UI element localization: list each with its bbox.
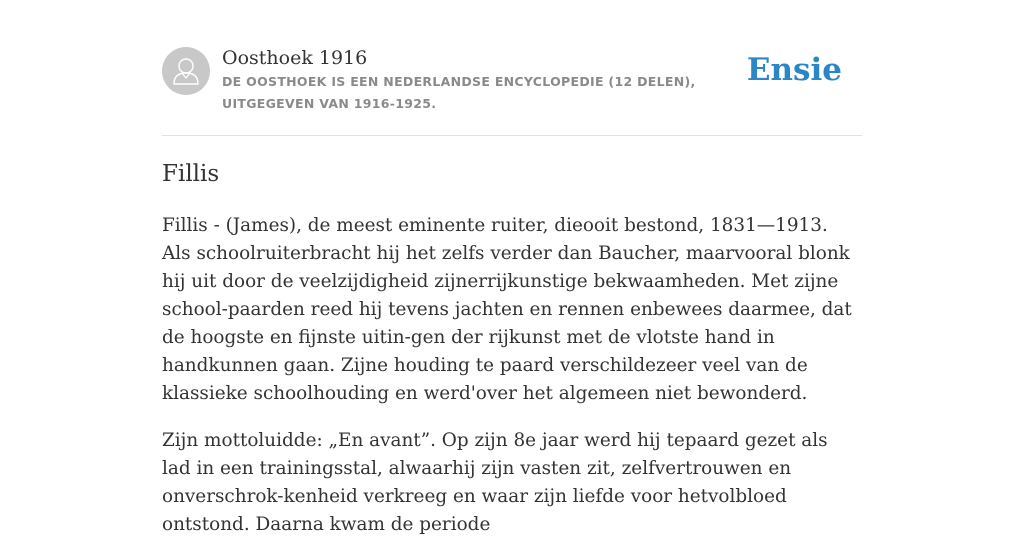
source-description: DE OOSTHOEK IS EEN NEDERLANDSE ENCYCLOPEDIE (12 DELEN), UITGEGEVEN VAN 1916-1925.: [222, 74, 696, 111]
source-title[interactable]: Oosthoek 1916: [222, 47, 368, 69]
article-body: [162, 212, 862, 558]
avatar[interactable]: [162, 47, 210, 95]
article-paragraph: Fillis - (James), de meest eminente ruiter, dieooit bestond, 1831—1913. Als schoolruiterbracht hij het zelfs verder dan Baucher, maarvooral blonk hij uit door de veelzijdigheid zijnerrijkunstige bekwaamheden. Met zijne school-paarden reed hij tevens jachten en rennen enbewees daarmee, dat de hoogste en fijnste uitin-gen der rijkunst met de vlotste hand in handkunnen gaan. Zijne houding te paard verschildezeer veel van de klassieke schoolhouding en werd'over het algemeen niet bewonderd.: [162, 215, 852, 404]
page: [162, 0, 862, 535]
article-title: Fillis: [162, 161, 220, 187]
article-paragraph: Zijn mottoluidde: „En avant”. Op zijn 8e jaar werd hij tepaard gezet als lad in een trainingsstal, alwaarhij zijn vasten zit, zelfvertrouwen en onverschrok-kenheid verkreeg en waar zijn liefde voor hetvolbloed ontstond. Daarna kwam de periode: [162, 430, 828, 535]
ensie-logo-link[interactable]: Ensie: [746, 52, 842, 88]
user-silhouette-icon: [162, 47, 210, 95]
source-header: [162, 0, 862, 136]
